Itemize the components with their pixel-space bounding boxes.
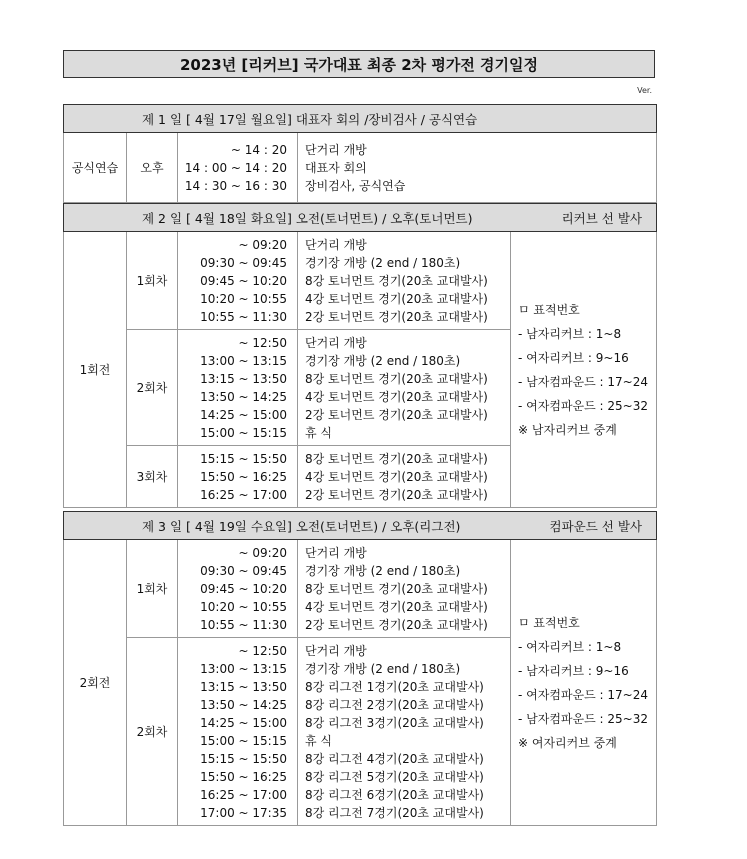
day2-target-notes <box>511 232 657 508</box>
day2-header-text: 제 2 일 [ 4월 18일 화요일] 오전(토너먼트) / 오후(토너먼트) <box>142 210 473 226</box>
day2-table <box>63 203 657 508</box>
day2-session-1-label: 1회차 <box>127 232 178 330</box>
day1-times-line: 14 : 00 ~ 14 : 20 <box>184 160 287 175</box>
day1-header-row <box>64 105 657 133</box>
day1-times-line: 14 : 30 ~ 16 : 30 <box>184 178 287 193</box>
day1-row <box>64 133 657 203</box>
day3-session-2-times-line: 16:25 ~ 17:00 <box>200 787 287 802</box>
day2-session-2-times-line: 15:00 ~ 15:15 <box>200 425 287 440</box>
day2-session-2-acts-line: 경기장 개방 (2 end / 180초) <box>305 353 461 368</box>
day3-session-1-times-line: 09:30 ~ 09:45 <box>200 563 287 578</box>
day2-session-2-times-line: 13:50 ~ 14:25 <box>200 389 287 404</box>
day2-header <box>64 209 656 227</box>
day3-session-2-label: 2회차 <box>127 638 178 826</box>
day2-target-notes-line: - 남자컴파운드 : 17~24 <box>518 374 648 389</box>
day1-acts <box>298 133 657 203</box>
day2-session-1-times <box>178 232 298 330</box>
day3-session-1-acts-line: 2강 토너먼트 경기(20초 교대발사) <box>305 617 488 632</box>
day2-session-1-times-line: 09:45 ~ 10:20 <box>200 273 287 288</box>
day2-session-2-times-line: 13:00 ~ 13:15 <box>200 353 287 368</box>
day3-target-notes-line: ㅁ 표적번호 <box>518 615 580 630</box>
day3-session-2-times-line: 13:50 ~ 14:25 <box>200 697 287 712</box>
day2-session-3-acts-line: 4강 토너먼트 경기(20초 교대발사) <box>305 469 488 484</box>
day3-session-2-times-line: 13:00 ~ 13:15 <box>200 661 287 676</box>
day3-session-2-acts-line: 8강 리그전 1경기(20초 교대발사) <box>305 679 484 694</box>
day3-session-2-times-line: 15:15 ~ 15:50 <box>200 751 287 766</box>
day3-session-2-acts-line: 8강 리그전 3경기(20초 교대발사) <box>305 715 484 730</box>
day3-session-2-acts-line: 8강 리그전 4경기(20초 교대발사) <box>305 751 484 766</box>
day2-session-3-times-line: 16:25 ~ 17:00 <box>200 487 287 502</box>
day1-header-text: 제 1 일 [ 4월 17일 월요일] 대표자 회의 /장비검사 / 공식연습 <box>142 111 478 127</box>
day2-session-3-times-line: 15:50 ~ 16:25 <box>200 469 287 484</box>
day3-target-notes-line: - 여자리커브 : 1~8 <box>518 639 622 654</box>
day1-header <box>64 110 656 128</box>
day3-session-2-acts-line: 8강 리그전 2경기(20초 교대발사) <box>305 697 484 712</box>
day3-session-2-acts-line: 단거리 개방 <box>305 643 367 658</box>
day3-session-1-acts-line: 8강 토너먼트 경기(20초 교대발사) <box>305 581 488 596</box>
day1-acts-line: 단거리 개방 <box>305 142 367 157</box>
document-title: 2023년 [리커브] 국가대표 최종 2차 평가전 경기일정 <box>63 50 655 78</box>
day3-round: 2회전 <box>64 540 127 826</box>
day3-session-1-times-line: 09:45 ~ 10:20 <box>200 581 287 596</box>
day3-header-text: 제 3 일 [ 4월 19일 수요일] 오전(토너먼트) / 오후(리그전) <box>142 518 461 534</box>
day3-session-2-acts-line: 경기장 개방 (2 end / 180초) <box>305 661 461 676</box>
day2-session-2-acts-line: 4강 토너먼트 경기(20초 교대발사) <box>305 389 488 404</box>
day3-session-1-times-line: 10:55 ~ 11:30 <box>200 617 287 632</box>
day3-target-notes-line: ※ 여자리커브 중계 <box>518 735 617 750</box>
day3-session-2-acts-line: 8강 리그전 6경기(20초 교대발사) <box>305 787 484 802</box>
day3-header-right: 컴파운드 선 발사 <box>549 518 642 534</box>
day2-target-notes-line: - 여자컴파운드 : 25~32 <box>518 398 648 413</box>
day3-session-2-acts-line: 휴 식 <box>305 733 332 748</box>
day2-session-1-acts-line: 단거리 개방 <box>305 237 367 252</box>
day2-session-1-times-line: 10:20 ~ 10:55 <box>200 291 287 306</box>
day2-session-2-times <box>178 330 298 446</box>
day1-acts-line: 장비검사, 공식연습 <box>305 178 406 193</box>
day2-session-3-acts-line: 8강 토너먼트 경기(20초 교대발사) <box>305 451 488 466</box>
day3-session-1-times-line: ~ 09:20 <box>238 545 287 560</box>
day2-session-1-acts <box>298 232 511 330</box>
day2-round: 1회전 <box>64 232 127 508</box>
day3-target-notes <box>511 540 657 826</box>
day2-session-1-acts-line: 2강 토너먼트 경기(20초 교대발사) <box>305 309 488 324</box>
day2-target-notes-line: - 여자리커브 : 9~16 <box>518 350 629 365</box>
day3-header <box>64 517 656 535</box>
day3-session-1-acts-line: 단거리 개방 <box>305 545 367 560</box>
day2-session-1-times-line: 10:55 ~ 11:30 <box>200 309 287 324</box>
day3-target-notes-line: - 남자컴파운드 : 25~32 <box>518 711 648 726</box>
day2-session-2-acts-line: 단거리 개방 <box>305 335 367 350</box>
day3-table <box>63 511 657 826</box>
day3-session-2-times-line: 15:00 ~ 15:15 <box>200 733 287 748</box>
day2-session-2-label: 2회차 <box>127 330 178 446</box>
day2-session-2-acts-line: 8강 토너먼트 경기(20초 교대발사) <box>305 371 488 386</box>
day2-session-2-acts <box>298 330 511 446</box>
day3-session-2-times-line: 17:00 ~ 17:35 <box>200 805 287 820</box>
day3-session-1-acts-line: 경기장 개방 (2 end / 180초) <box>305 563 461 578</box>
day1-acts-line: 대표자 회의 <box>305 160 367 175</box>
day2-session-3-acts-line: 2강 토너먼트 경기(20초 교대발사) <box>305 487 488 502</box>
day2-session-1-times-line: 09:30 ~ 09:45 <box>200 255 287 270</box>
day3-session-2-times-line: ~ 12:50 <box>238 643 287 658</box>
day3-session-1-label: 1회차 <box>127 540 178 638</box>
day3-session-1-acts-line: 4강 토너먼트 경기(20초 교대발사) <box>305 599 488 614</box>
day1-period: 오후 <box>127 133 178 203</box>
day3-session-2-times-line: 13:15 ~ 13:50 <box>200 679 287 694</box>
day2-session-1-times-line: ~ 09:20 <box>238 237 287 252</box>
day3-session-2-acts-line: 8강 리그전 7경기(20초 교대발사) <box>305 805 484 820</box>
day2-session-3-times-line: 15:15 ~ 15:50 <box>200 451 287 466</box>
day2-header-right: 리커브 선 발사 <box>561 210 642 226</box>
day2-session-1 <box>64 232 657 330</box>
day3-target-notes-line: - 여자컴파운드 : 17~24 <box>518 687 648 702</box>
day3-session-2-times-line: 14:25 ~ 15:00 <box>200 715 287 730</box>
day1-label: 공식연습 <box>64 133 127 203</box>
day3-session-2-times <box>178 638 298 826</box>
day3-session-2-acts-line: 8강 리그전 5경기(20초 교대발사) <box>305 769 484 784</box>
day2-session-3-acts <box>298 446 511 508</box>
day3-target-notes-line: - 남자리커브 : 9~16 <box>518 663 629 678</box>
version-label: Ver. <box>637 86 652 95</box>
day3-session-1-times-line: 10:20 ~ 10:55 <box>200 599 287 614</box>
day2-session-1-acts-line: 8강 토너먼트 경기(20초 교대발사) <box>305 273 488 288</box>
day3-session-2-times-line: 15:50 ~ 16:25 <box>200 769 287 784</box>
day2-session-2-times-line: ~ 12:50 <box>238 335 287 350</box>
day2-session-3-label: 3회차 <box>127 446 178 508</box>
day2-target-notes-line: ㅁ 표적번호 <box>518 302 580 317</box>
day3-session-1-times <box>178 540 298 638</box>
day2-session-2-acts-line: 2강 토너먼트 경기(20초 교대발사) <box>305 407 488 422</box>
day1-table <box>63 104 657 203</box>
day3-header-row <box>64 512 657 540</box>
day1-times <box>178 133 298 203</box>
day2-target-notes-line: - 남자리커브 : 1~8 <box>518 326 622 341</box>
day3-session-1-acts <box>298 540 511 638</box>
day2-session-1-acts-line: 4강 토너먼트 경기(20초 교대발사) <box>305 291 488 306</box>
day3-session-1 <box>64 540 657 638</box>
day2-session-2-times-line: 14:25 ~ 15:00 <box>200 407 287 422</box>
day2-header-row <box>64 204 657 232</box>
day3-session-2-acts <box>298 638 511 826</box>
day1-times-line: ~ 14 : 20 <box>230 142 287 157</box>
day2-session-3-times <box>178 446 298 508</box>
day2-session-2-acts-line: 휴 식 <box>305 425 332 440</box>
day2-session-1-acts-line: 경기장 개방 (2 end / 180초) <box>305 255 461 270</box>
day2-session-2-times-line: 13:15 ~ 13:50 <box>200 371 287 386</box>
day2-target-notes-line: ※ 남자리커브 중계 <box>518 422 617 437</box>
